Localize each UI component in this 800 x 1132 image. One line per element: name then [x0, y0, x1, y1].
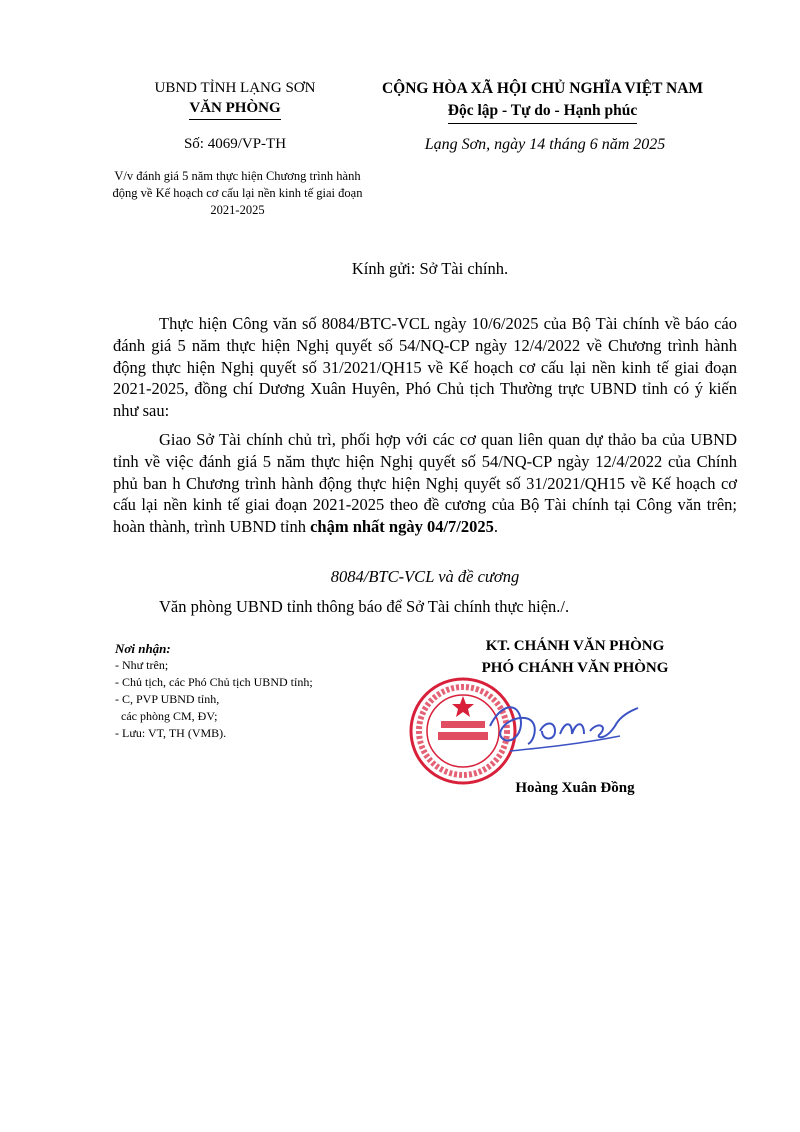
recipient-item: - Như trên; — [115, 658, 169, 672]
document-subject: V/v đánh giá 5 năm thực hiện Chương trình hành động về Kế hoạch cơ cấu lại nền kinh tế giai đoạn 2021-2025 — [112, 169, 363, 217]
paragraph-3: Văn phòng UBND tỉnh thông báo để Sở Tài chính thực hiện./. — [159, 597, 570, 616]
agency-line1: UBND TỈNH LẠNG SƠN — [154, 80, 316, 96]
recipient-item: các phòng CM, ĐV; — [121, 709, 218, 723]
agency-line2: VĂN PHÒNG — [189, 98, 280, 120]
signature-line2: PHÓ CHÁNH VĂN PHÒNG — [481, 660, 669, 676]
paragraph-1: Thực hiện Công văn số 8084/BTC-VCL ngày 10/6/2025 của Bộ Tài chính về báo cáo đánh giá 5 năm thực hiện Nghị quyết số 54/NQ-CP ngày 12/4/2022 về Chương trình hành động thực hiện Nghị quyết số 31/2021/QH15 về Kế hoạch cơ cấu lại nền kinh tế giai đoạn 2021-2025, đồng chí Dương Xuân Huyên, Phó Chủ tịch Thường trực UBND tỉnh có ý kiến như sau: — [113, 314, 737, 421]
signature-title — [440, 635, 710, 679]
national-motto — [355, 78, 730, 124]
recipients-block — [115, 640, 385, 742]
handwritten-signature — [480, 686, 640, 766]
recipient-item: - C, PVP UBND tỉnh, — [115, 692, 220, 706]
recipients-title: Nơi nhận: — [115, 641, 171, 656]
recipient-item: - Lưu: VT, TH (VMB). — [115, 726, 227, 740]
issuing-agency — [110, 78, 360, 120]
greeting: Kính gửi: Sở Tài chính. — [351, 259, 509, 278]
document-number: Số: 4069/VP-TH — [183, 136, 287, 152]
attachment-reference: 8084/BTC-VCL và đề cương — [330, 567, 520, 586]
paragraph-2: Giao Sở Tài chính chủ trì, phối hợp với các cơ quan liên quan dự thảo ba của UBND tỉnh về việc đánh giá 5 năm thực hiện Nghị quyết số 54/NQ-CP ngày 12/4/2022 của Chính phủ ban h Chương trình hành động thực hiện Nghị quyết số 31/2021/QH15 về Kế hoạch cơ cấu lại nền kinh tế giai đoạn 2021-2025 theo đề cương của Bộ Tài chính tại Công văn trên; hoàn thành, trình UBND tỉnh chậm nhất ngày 04/7/2025. — [113, 430, 737, 537]
signer-name: Hoàng Xuân Đồng — [515, 780, 635, 796]
signature-line1: KT. CHÁNH VĂN PHÒNG — [485, 638, 665, 654]
document-date: Lạng Sơn, ngày 14 tháng 6 năm 2025 — [424, 136, 666, 153]
nation-line1: CỘNG HÒA XÃ HỘI CHỦ NGHĨA VIỆT NAM — [381, 80, 704, 97]
nation-line2: Độc lập - Tự do - Hạnh phúc — [448, 100, 637, 124]
deadline: chậm nhất ngày 04/7/2025 — [310, 517, 494, 537]
recipient-item: - Chủ tịch, các Phó Chủ tịch UBND tỉnh; — [115, 675, 313, 689]
